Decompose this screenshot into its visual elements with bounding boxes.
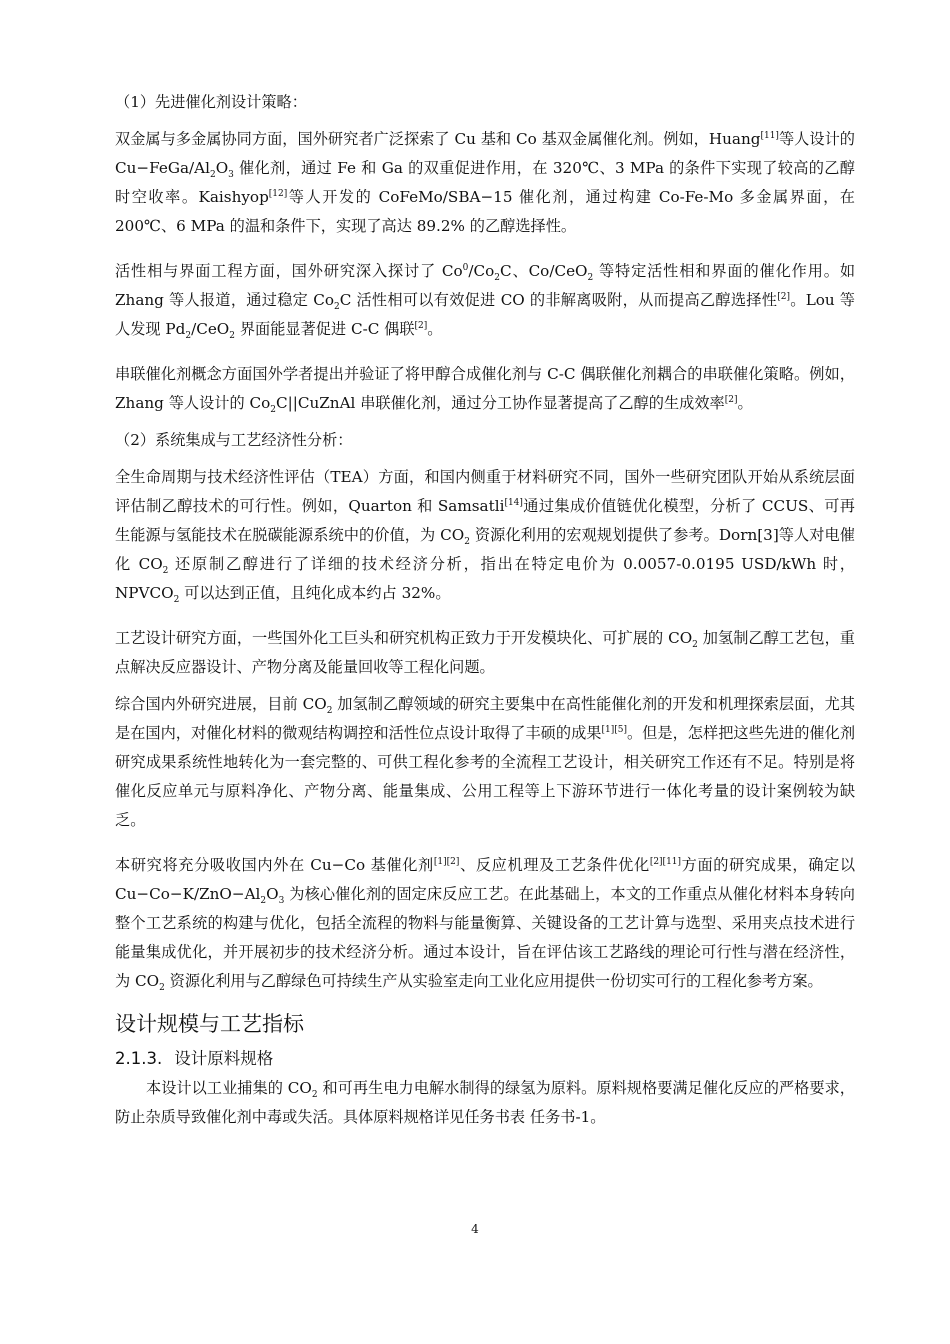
paragraph-bimetallic: 双金属与多金属协同方面，国外研究者广泛探索了 Cu 基和 Co 基双金属催化剂。例如，Huang[11]等人设计的 $Cu-FeGa/Al_2O_3$ 催化剂，通过 Fe 和 Ga 的双重促进作用，在 320℃、3 MPa 的条件下实现了较高的乙醇时空收率。Kaishyop[12]等人开发的 CoFeMo/SBA−15 催化剂，通过构建 Co-Fe-Mo 多金属界面，在 200℃、6 MPa 的温和条件下，实现了高达 89.2% 的乙醇选择性。 [115,130,855,235]
paragraph-research-plan: 本研究将充分吸收国内外在 Cu−Co 基催化剂[1][2]、反应机理及工艺条件优化[2][11]方面的研究成果，确定以 $Cu-Co-K/ZnO-Al_2O_3$ 为核心催化剂的固定床反应工艺。在此基础上，本文的工作重点从催化材料本身转向整个工艺系统的构建与优化，包括全流程的物料与能量衡算、关键设备的工艺计算与选型、采用夹点技术进行能量集成优化，并开展初步的技术经济分析。通过本设计，旨在评估该工艺路线的理论可行性与潜在经济性，为 $CO_2$ 资源化利用与乙醇绿色可持续生产从实验室走向工业化应用提供一份切实可行的工程化参考方案。 [115,856,856,994]
page-number: 4 [471,1222,479,1236]
paragraph-active-phase: 活性相与界面工程方面，国外研究深入探讨了 $Co^0/Co_2C$、Co/CeO$_2$ 等特定活性相和界面的催化作用。如 Zhang 等人报道，通过稳定 $Co_2C$ 活性相可以有效促进 CO 的非解离吸附，从而提高乙醇选择性[2]。Lou 等人发现 $Pd_2/CeO_2$ 界面能显著促进 C-C 偶联[2]。 [115,262,856,342]
paragraph-tea: 全生命周期与技术经济性评估（TEA）方面，和国内侧重于材料研究不同，国外一些研究团队开始从系统层面评估制乙醇技术的可行性。例如，Quarton 和 Samsatli[14]通过集成价值链优化模型，分析了 CCUS、可再生能源与氢能技术在脱碳能源系统中的价值，为 $CO_2$ 资源化利用的宏观规划提供了参考。Dorn[3]等人对电催化 $CO_2$ 还原制乙醇进行了详细的技术经济分析，指出在特定电价为 0.0057-0.0195 USD/kWh 时，$NPVCO_2$ 可以达到正值，且纯化成本约占 32%。 [115,468,855,606]
paragraph-tandem-catalyst: 串联催化剂概念方面国外学者提出并验证了将甲醇合成催化剂与 C-C 偶联催化剂耦合的串联催化策略。例如，Zhang 等人设计的 $Co_2C||CuZnAl$ 串联催化剂，通过分工协作显著提高了乙醇的生成效率[2]。 [115,365,855,416]
section-heading-catalyst-strategy: （1）先进催化剂设计策略： [115,93,307,111]
section-heading-system-integration: （2）系统集成与工艺经济性分析： [115,431,353,449]
paragraph-summary: 综合国内外研究进展，目前 $CO_2$ 加氢制乙醇领域的研究主要集中在高性能催化剂的开发和机理探索层面，尤其是在国内，对催化材料的微观结构调控和活性位点设计取得了丰硕的成果[1][5]。但是，怎样把这些先进的催化剂研究成果系统性地转化为一套完整的、可供工程化参考的全流程工艺设计，相关研究工作还有不足。特别是将催化反应单元与原料净化、产物分离、能量集成、公用工程等上下游环节进行一体化考量的设计案例较为缺乏。 [115,695,856,829]
paragraph-process-design: 工艺设计研究方面，一些国外化工巨头和研究机构正致力于开发模块化、可扩展的 $CO_2$ 加氢制乙醇工艺包，重点解决反应器设计、产物分离及能量回收等工程化问题。 [115,629,855,676]
heading-raw-material-spec [115,1044,855,1074]
heading-title: 设计原料规格 [174,1049,274,1068]
paragraph-raw-material: 本设计以工业捕集的 $CO_2$ 和可再生电力电解水制得的绿氢为原料。原料规格要满足催化反应的严格要求，防止杂质导致催化剂中毒或失活。具体原料规格详见任务书表 任务书-1。 [115,1079,855,1126]
heading-design-scale: 设计规模与工艺指标 [115,1012,304,1036]
page-content [115,88,855,1132]
heading-number: 2.1.3. [115,1049,163,1068]
